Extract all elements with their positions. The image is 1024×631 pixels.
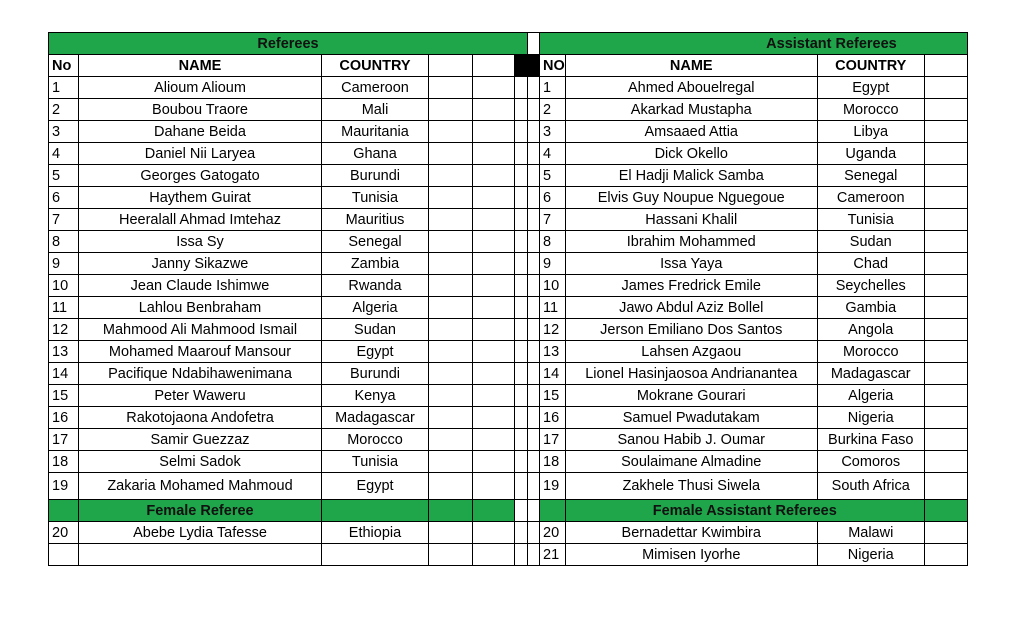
assistant-name: Sanou Habib J. Oumar	[565, 429, 817, 451]
assistant-name: Jerson Emiliano Dos Santos	[565, 319, 817, 341]
blank-cell	[429, 121, 473, 143]
referees-sheet	[48, 32, 968, 566]
referee-no: 18	[49, 451, 79, 473]
referee-country: Egypt	[322, 341, 429, 363]
blank-cell	[924, 275, 967, 297]
assistant-country: Sudan	[817, 231, 924, 253]
referees-country-header: COUNTRY	[322, 55, 429, 77]
blank-cell	[924, 231, 967, 253]
gap-cell	[528, 385, 540, 407]
assistant-name: Issa Yaya	[565, 253, 817, 275]
referee-country: Ethiopia	[322, 522, 429, 544]
gap-cell	[528, 209, 540, 231]
referee-no: 1	[49, 77, 79, 99]
referee-name: Pacifique Ndabihawenimana	[79, 363, 322, 385]
blank-cell	[924, 473, 967, 500]
blank-cell	[924, 341, 967, 363]
referee-no: 9	[49, 253, 79, 275]
table-row	[49, 522, 968, 544]
referee-name: Zakaria Mohamed Mahmoud	[79, 473, 322, 500]
gap-cell	[528, 77, 540, 99]
referee-country: Burundi	[322, 165, 429, 187]
assistant-country: Seychelles	[817, 275, 924, 297]
referee-no: 12	[49, 319, 79, 341]
assistant-country: Tunisia	[817, 209, 924, 231]
blank-cell	[473, 77, 515, 99]
blank-cell	[322, 500, 429, 522]
gap-cell	[528, 297, 540, 319]
assistant-name: Ibrahim Mohammed	[565, 231, 817, 253]
female-band-row	[49, 500, 968, 522]
gap-cell	[528, 99, 540, 121]
gap-cell	[528, 341, 540, 363]
referee-name: Jean Claude Ishimwe	[79, 275, 322, 297]
blank-cell	[49, 500, 79, 522]
assistant-name: Soulaimane Almadine	[565, 451, 817, 473]
referee-name: Heeralall Ahmad Imtehaz	[79, 209, 322, 231]
blank-cell	[924, 253, 967, 275]
blank-cell	[515, 473, 528, 500]
assistant-name: Mimisen Iyorhe	[565, 544, 817, 566]
blank-cell	[429, 451, 473, 473]
gap-cell	[528, 522, 540, 544]
referee-country: Mali	[322, 99, 429, 121]
referee-country	[322, 544, 429, 566]
referee-country: Rwanda	[322, 275, 429, 297]
gap-cell	[528, 121, 540, 143]
assistant-name: Elvis Guy Noupue Nguegoue	[565, 187, 817, 209]
female-assistants-title: Female Assistant Referees	[565, 500, 924, 522]
blank-cell	[515, 77, 528, 99]
assistant-name: Akarkad Mustapha	[565, 99, 817, 121]
blank-cell	[515, 143, 528, 165]
gap-cell	[528, 407, 540, 429]
referees-no-header: No	[49, 55, 79, 77]
blank-cell	[515, 385, 528, 407]
blank-cell	[473, 544, 515, 566]
assistant-no: 21	[540, 544, 566, 566]
blank-cell	[924, 99, 967, 121]
blank-cell	[515, 275, 528, 297]
blank-cell	[429, 544, 473, 566]
gap-cell	[528, 319, 540, 341]
blank-cell	[473, 143, 515, 165]
assistant-no: 1	[540, 77, 566, 99]
blank-cell	[429, 319, 473, 341]
assistant-country: Burkina Faso	[817, 429, 924, 451]
gap-cell	[528, 500, 540, 522]
blank-cell	[429, 275, 473, 297]
blank-cell	[429, 429, 473, 451]
assistant-name: Bernadettar Kwimbira	[565, 522, 817, 544]
assistants-title: Assistant Referees	[540, 33, 968, 55]
table-row	[49, 451, 968, 473]
table-row	[49, 187, 968, 209]
referee-name: Dahane Beida	[79, 121, 322, 143]
referee-name	[79, 544, 322, 566]
assistant-country: Madagascar	[817, 363, 924, 385]
assistant-country: Gambia	[817, 297, 924, 319]
referee-country: Mauritania	[322, 121, 429, 143]
blank-cell	[429, 209, 473, 231]
referee-country: Tunisia	[322, 451, 429, 473]
blank-cell	[473, 341, 515, 363]
assistant-no: 20	[540, 522, 566, 544]
blank-cell	[473, 55, 515, 77]
blank-cell	[924, 77, 967, 99]
blank-cell	[924, 385, 967, 407]
referee-country: Sudan	[322, 319, 429, 341]
gap-cell	[528, 363, 540, 385]
gap-cell	[528, 473, 540, 500]
referee-country: Morocco	[322, 429, 429, 451]
blank-cell	[429, 385, 473, 407]
assistant-name: El Hadji Malick Samba	[565, 165, 817, 187]
blank-cell	[515, 500, 528, 522]
blank-cell	[429, 55, 473, 77]
blank-cell	[924, 429, 967, 451]
blank-cell	[924, 165, 967, 187]
blank-cell	[473, 297, 515, 319]
referee-country: Egypt	[322, 473, 429, 500]
gap-cell	[528, 143, 540, 165]
assistant-name: Zakhele Thusi Siwela	[565, 473, 817, 500]
assistant-no: 15	[540, 385, 566, 407]
table-row	[49, 165, 968, 187]
assistant-no: 3	[540, 121, 566, 143]
table-row	[49, 253, 968, 275]
blank-cell	[515, 429, 528, 451]
blank-cell	[429, 187, 473, 209]
referee-no: 17	[49, 429, 79, 451]
blank-cell	[515, 165, 528, 187]
referee-name: Daniel Nii Laryea	[79, 143, 322, 165]
assistant-country: Angola	[817, 319, 924, 341]
assistant-country: Malawi	[817, 522, 924, 544]
gap-cell	[528, 275, 540, 297]
blank-cell	[473, 187, 515, 209]
referee-country: Ghana	[322, 143, 429, 165]
blank-cell	[473, 522, 515, 544]
referee-country: Tunisia	[322, 187, 429, 209]
assistant-country: Chad	[817, 253, 924, 275]
referee-name: Selmi Sadok	[79, 451, 322, 473]
assistant-no: 7	[540, 209, 566, 231]
assistant-country: Cameroon	[817, 187, 924, 209]
referee-name: Mohamed Maarouf Mansour	[79, 341, 322, 363]
blank-cell	[473, 209, 515, 231]
gap-cell	[528, 231, 540, 253]
table-body	[49, 33, 968, 566]
assistant-country: Nigeria	[817, 407, 924, 429]
blank-cell	[429, 500, 473, 522]
blank-cell	[924, 522, 967, 544]
blank-cell	[473, 473, 515, 500]
blank-cell	[429, 231, 473, 253]
referee-country: Madagascar	[322, 407, 429, 429]
assistant-name: Lionel Hasinjaosoa Andrianantea	[565, 363, 817, 385]
referee-country: Cameroon	[322, 77, 429, 99]
table-row	[49, 275, 968, 297]
assistant-no: 5	[540, 165, 566, 187]
blank-cell	[473, 363, 515, 385]
assistant-name: Mokrane Gourari	[565, 385, 817, 407]
blank-cell	[924, 143, 967, 165]
blank-cell	[429, 407, 473, 429]
blank-cell	[429, 363, 473, 385]
assistant-country: Senegal	[817, 165, 924, 187]
blank-cell	[924, 121, 967, 143]
referees-name-header: NAME	[79, 55, 322, 77]
referee-no: 8	[49, 231, 79, 253]
assistant-no: 19	[540, 473, 566, 500]
blank-cell	[924, 363, 967, 385]
referee-no: 20	[49, 522, 79, 544]
referees-title: Referees	[49, 33, 528, 55]
gap-cell	[528, 253, 540, 275]
assistants-no-header: NO	[540, 55, 566, 77]
referee-name: Alioum Alioum	[79, 77, 322, 99]
table-row	[49, 544, 968, 566]
assistant-country: Egypt	[817, 77, 924, 99]
blank-cell	[515, 363, 528, 385]
referee-no: 4	[49, 143, 79, 165]
referee-no: 5	[49, 165, 79, 187]
assistant-name: Samuel Pwadutakam	[565, 407, 817, 429]
assistants-name-header: NAME	[565, 55, 817, 77]
table-row	[49, 209, 968, 231]
assistant-name: Hassani Khalil	[565, 209, 817, 231]
referee-name: Lahlou Benbraham	[79, 297, 322, 319]
blank-cell	[473, 275, 515, 297]
blank-cell	[924, 319, 967, 341]
assistant-country: Comoros	[817, 451, 924, 473]
assistant-country: South Africa	[817, 473, 924, 500]
assistant-no: 9	[540, 253, 566, 275]
referee-name: Issa Sy	[79, 231, 322, 253]
assistant-no: 13	[540, 341, 566, 363]
blank-cell	[515, 253, 528, 275]
blank-cell	[924, 451, 967, 473]
blank-cell	[924, 55, 967, 77]
table-row	[49, 407, 968, 429]
blank-cell	[515, 341, 528, 363]
assistant-no: 14	[540, 363, 566, 385]
blank-cell	[924, 500, 967, 522]
black-marker-cell	[515, 55, 528, 77]
table-row	[49, 341, 968, 363]
blank-cell	[515, 99, 528, 121]
referee-country: Zambia	[322, 253, 429, 275]
table-row	[49, 319, 968, 341]
referee-name: Samir Guezzaz	[79, 429, 322, 451]
table-row	[49, 363, 968, 385]
gap-cell	[528, 544, 540, 566]
table-row	[49, 143, 968, 165]
blank-cell	[429, 165, 473, 187]
table-row	[49, 385, 968, 407]
referee-name: Mahmood Ali Mahmood Ismail	[79, 319, 322, 341]
referee-no: 19	[49, 473, 79, 500]
table-row	[49, 99, 968, 121]
table-row	[49, 121, 968, 143]
blank-cell	[924, 187, 967, 209]
table-row	[49, 473, 968, 500]
assistant-name: Amsaaed Attia	[565, 121, 817, 143]
referees-table	[48, 32, 968, 566]
header-row	[49, 55, 968, 77]
assistant-country: Uganda	[817, 143, 924, 165]
assistant-name: Lahsen Azgaou	[565, 341, 817, 363]
assistant-name: Dick Okello	[565, 143, 817, 165]
blank-cell	[924, 544, 967, 566]
assistant-country: Algeria	[817, 385, 924, 407]
blank-cell	[515, 451, 528, 473]
blank-cell	[473, 407, 515, 429]
blank-cell	[473, 500, 515, 522]
blank-cell	[473, 165, 515, 187]
assistant-name: Jawo Abdul Aziz Bollel	[565, 297, 817, 319]
referee-name: Haythem Guirat	[79, 187, 322, 209]
assistant-country: Nigeria	[817, 544, 924, 566]
table-row	[49, 297, 968, 319]
blank-cell	[429, 297, 473, 319]
blank-cell	[429, 99, 473, 121]
assistant-no: 18	[540, 451, 566, 473]
title-band-row	[49, 33, 968, 55]
blank-cell	[515, 187, 528, 209]
table-row	[49, 429, 968, 451]
assistant-no: 10	[540, 275, 566, 297]
referee-country: Burundi	[322, 363, 429, 385]
assistant-country: Morocco	[817, 99, 924, 121]
gap-cell	[528, 165, 540, 187]
blank-cell	[515, 407, 528, 429]
blank-cell	[473, 429, 515, 451]
blank-cell	[515, 209, 528, 231]
assistant-no: 17	[540, 429, 566, 451]
blank-cell	[515, 297, 528, 319]
assistant-no: 16	[540, 407, 566, 429]
blank-cell	[429, 341, 473, 363]
assistant-no: 11	[540, 297, 566, 319]
referee-country: Kenya	[322, 385, 429, 407]
blank-cell	[515, 319, 528, 341]
referee-country: Senegal	[322, 231, 429, 253]
blank-cell	[429, 473, 473, 500]
blank-cell	[540, 500, 566, 522]
female-referee-title: Female Referee	[79, 500, 322, 522]
referee-no	[49, 544, 79, 566]
referee-no: 7	[49, 209, 79, 231]
assistant-name: James Fredrick Emile	[565, 275, 817, 297]
assistant-no: 4	[540, 143, 566, 165]
referee-name: Janny Sikazwe	[79, 253, 322, 275]
assistant-no: 12	[540, 319, 566, 341]
gap-cell	[528, 451, 540, 473]
referee-no: 10	[49, 275, 79, 297]
referee-country: Algeria	[322, 297, 429, 319]
referee-no: 14	[49, 363, 79, 385]
referee-no: 15	[49, 385, 79, 407]
referee-name: Peter Waweru	[79, 385, 322, 407]
assistant-country: Morocco	[817, 341, 924, 363]
blank-cell	[429, 143, 473, 165]
gap-cell	[528, 33, 540, 55]
blank-cell	[924, 297, 967, 319]
blank-cell	[429, 253, 473, 275]
referee-no: 16	[49, 407, 79, 429]
referee-name: Rakotojaona Andofetra	[79, 407, 322, 429]
blank-cell	[473, 253, 515, 275]
blank-cell	[473, 99, 515, 121]
assistant-no: 2	[540, 99, 566, 121]
referee-no: 3	[49, 121, 79, 143]
blank-cell	[429, 522, 473, 544]
blank-cell	[473, 451, 515, 473]
referee-no: 13	[49, 341, 79, 363]
table-row	[49, 77, 968, 99]
black-marker-cell	[528, 55, 540, 77]
referee-name: Abebe Lydia Tafesse	[79, 522, 322, 544]
table-row	[49, 231, 968, 253]
blank-cell	[515, 231, 528, 253]
gap-cell	[528, 429, 540, 451]
assistant-name: Ahmed Abouelregal	[565, 77, 817, 99]
blank-cell	[515, 121, 528, 143]
blank-cell	[429, 77, 473, 99]
blank-cell	[473, 231, 515, 253]
blank-cell	[473, 121, 515, 143]
referee-no: 11	[49, 297, 79, 319]
blank-cell	[515, 522, 528, 544]
referee-name: Georges Gatogato	[79, 165, 322, 187]
referee-country: Mauritius	[322, 209, 429, 231]
blank-cell	[924, 407, 967, 429]
assistant-no: 6	[540, 187, 566, 209]
blank-cell	[515, 544, 528, 566]
assistant-country: Libya	[817, 121, 924, 143]
blank-cell	[924, 209, 967, 231]
blank-cell	[473, 319, 515, 341]
gap-cell	[528, 187, 540, 209]
referee-name: Boubou Traore	[79, 99, 322, 121]
referee-no: 2	[49, 99, 79, 121]
referee-no: 6	[49, 187, 79, 209]
assistant-no: 8	[540, 231, 566, 253]
blank-cell	[473, 385, 515, 407]
assistants-country-header: COUNTRY	[817, 55, 924, 77]
